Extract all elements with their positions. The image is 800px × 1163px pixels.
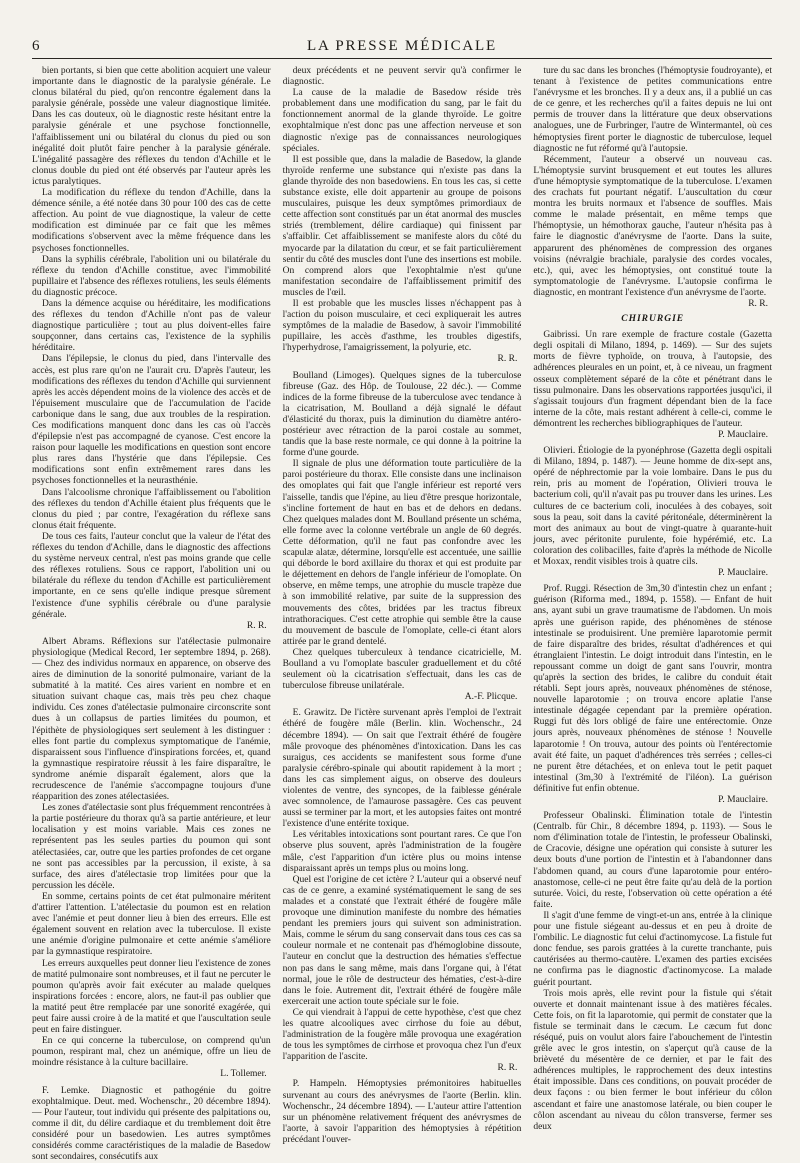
author-signature: R. R. bbox=[497, 1063, 518, 1074]
article-lead-paragraph: Gaibrissi. Un rare exemple de fracture costale (Gazetta degli ospitali di Milano, 1894, p. 1469). — Sur des sujets morts de fièvre typhoïde, on trouva, à l'autopsie, des adhérences pleurales en un point, et, à ce niveau, un fragment osseux complètement séparé de la côte et pénétrant dans le tissu pulmonaire. Dans les observations rapportées jusqu'ici, il s'agissait toujours d'un fragment dépendant bien de la face interne de la côte, mais restant adhérent à celle-ci, comme le démontrent les recherches bibliographiques de l'auteur. bbox=[533, 330, 773, 429]
author-signature: P. Mauclaire. bbox=[718, 795, 769, 805]
article-lead-paragraph: Boulland (Limoges). Quelques signes de la tuberculose fibreuse (Gaz. des Hôp. de Toulouse, 22 déc.). — Comme indices de la forme fibreuse de la tuberculose avec tendance à la cicatrisation, M. Boulland a déjà signalé le défaut d'élasticité du thorax, puis la diminution du diamètre antéro-postérieur avec rétraction de la paroi costale au sommet, tandis que la base reste normale, ce qui donne à la poitrine la forme d'une gourde. bbox=[282, 370, 522, 459]
paragraph: Récemment, l'auteur a observé un nouveau cas. L'hémoptysie survint brusquement et eut toutes les allures d'une hémoptysie symptomatique de la tuberculose. L'examen des crachats fut pourtant négatif. L'auscultation du cœur montra les bruits normaux et l'absence de souffles. Mais comme le malade présentait, en même temps que l'hémoptysie, un hémothorax gauche, l'auteur n'hésita pas à faire le diagnostic d'anévrysme de l'aorte. Dans la suite, apparurent des phénomènes de compression des organes voisins (névralgie brachiale, paralysie des cordes vocales, etc.), qui, avec les hémoptysies, ont constitué toute la symptomatologie de l'anévrysme. L'autopsie confirma le diagnostic, en montrant l'existence d'un anévrysme de l'aorte. bbox=[533, 154, 773, 298]
author-signature: R. R. bbox=[497, 354, 518, 365]
paragraph: bien portants, si bien que cette abolition acquiert une valeur importante dans le diagnostic de la paralysie générale. Le clonus bilatéral du pied, qu'on rencontre également dans la paralysie générale, possède une valeur diagnostique limitée. Dans les cas douteux, où le diagnostic reste hésitant entre la paralysie générale et une psychose fonctionnelle, l'affaiblissement uni ou bilatéral du clonus du pied ou son inégalité doit plutôt faire pencher à la paralysie générale. L'inégalité passagère des réflexes du tendon d'Achille et le clonus double du pied ont été observés par l'auteur après les ictus paralytiques. bbox=[32, 66, 271, 187]
paragraph: Il signale de plus une déformation toute particulière de la paroi postérieure du thorax. Elle consiste dans une inclinaison des omoplates qui fait que l'angle inférieur est reporté vers l'aisselle, tandis que l'épine, au lieu d'être presque horizontale, s'incline fortement de haut en bas et de dehors en dedans. Chez quelques malades dont M. Boulland présente un schéma, elle forme avec la colonne vertébrale un angle de 60 degrés. Cette déformation, qu'il ne faut pas confondre avec les scapulæ alatæ, détermine, lorsqu'elle est accentuée, une saillie qui déborde le bord axillaire du thorax et qui est produite par le déjettement en dehors de l'angle inférieur de l'omoplate. On observe, en même temps, une atrophie du muscle trapèze due à son immobilité relative, par suite de la suppression des mouvements des côtes, bridées par les tractus fibreux intrathoraciques. C'est cette atrophie qui semble être la cause du mouvement de bascule de l'omoplate, celle-ci étant alors attirée par le grand dentelé. bbox=[282, 459, 522, 647]
page-number: 6 bbox=[32, 38, 40, 54]
article-lead-paragraph: E. Grawitz. De l'ictère survenant après l'emploi de l'extrait éthéré de fougère mâle (Berlin. klin. Wochenschr., 24 décembre 1894). — On sait que l'extrait éthéré de fougère mâle provoque des phénomènes d'intoxication. Dans les cas suraigus, ces accidents se manifestent sous forme d'une paralysie cérébro-spinale qui aboutit rapidement à la mort ; dans les cas simplement aigus, on observe des douleurs violentes de ventre, des syncopes, de la faiblesse générale avec somnolence, de l'amaurose passagère. Ces cas peuvent aussi se terminer par la mort, et les autopsies faites ont montré l'existence d'une entérite toxique. bbox=[282, 708, 522, 830]
page-header bbox=[32, 36, 772, 59]
paragraph: En ce qui concerne la tuberculose, on comprend qu'un poumon, respirant mal, chez un anémique, offre un lieu de moindre résistance à la culture bacillaire. bbox=[32, 1036, 271, 1069]
paragraph: Ce qui viendrait à l'appui de cette hypothèse, c'est que chez les quatre alcooliques avec cirrhose du foie au début, l'administration de la fougère mâle provoqua une exagération de tous les symptômes de cirrhose et provoqua chez l'un d'eux l'apparition de l'ascite. bbox=[282, 1007, 522, 1063]
author-signature: R. R. bbox=[748, 298, 769, 309]
paragraph: Les véritables intoxications sont pourtant rares. Ce que l'on observe plus souvent, après l'administration de la fougère mâle, c'est l'apparition d'un ictère plus ou moins intense disparaissant après un temps plus ou moins long. bbox=[282, 830, 522, 874]
column-right bbox=[533, 66, 773, 1132]
author-signature: P. Mauclaire. bbox=[718, 568, 769, 579]
article-lead-paragraph: Albert Abrams. Réflexions sur l'atélectasie pulmonaire physiologique (Medical Record, 1er septembre 1894, p. 268). — Chez des individus normaux en apparence, on observe des aires de diminution de la sonorité pulmonaire, variant de la submatité à la matité. Ces aires varient en nombre et en situation suivant chaque cas, mais très peu chez chaque individu. Ces zones d'atélectasie pulmonaire circonscrite sont dues à un collapsus de parties limitées du poumon, et l'épithète de physiologiques sert seulement à les distinguer : elles font partie du complexus symptomatique de l'anémie, disparaissent sous l'influence d'inspirations forcées, et, quand la gymnastique respiratoire réussit à les faire disparaître, le syndrome anémie disparaît également, alors que la recrudescence de l'anémie s'accompagne toujours d'une réapparition des zones atélectasiées. bbox=[32, 636, 271, 803]
paragraph: Chez quelques tuberculeux à tendance cicatricielle, M. Boulland a vu l'omoplate basculer graduellement et du côté seulement où la cicatrisation s'effectuait, dans les cas de tuberculose fibreuse unilatérale. bbox=[282, 647, 522, 692]
paragraph: Dans la syphilis cérébrale, l'abolition uni ou bilatérale du réflexe du tendon d'Achille constitue, avec l'immobilité pupillaire et l'absence des réflexes rotuliens, les seuls éléments du diagnostic précoce. bbox=[32, 254, 271, 298]
article-lead-paragraph: P. Hampeln. Hémoptysies prémonitoires habituelles survenant au cours des anévrysmes de l'aorte (Berlin. klin. Wochenschr., 24 décembre 1894). — L'auteur attire l'attention sur un phénomène relativement fréquent des anévrysmes de l'aorte, à savoir l'apparition des hémoptysies à répétition précédant l'ouver- bbox=[282, 1079, 522, 1145]
paragraph: ture du sac dans les bronches (l'hémoptysie foudroyante), et tenant à l'existence de petites communications entre l'anévrysme et les bronches. Il y a deux ans, il a publié un cas de ce genre, et les recherches qu'il a faites depuis ne lui ont permis de trouver dans la littérature que deux observations analogues, une de Furbringer, l'autre de Wintermantel, où ces hémoptysies firent porter le diagnostic de tuberculose, lequel diagnostic ne fut réformé qu'à l'autopsie. bbox=[533, 66, 773, 154]
paragraph: De tous ces faits, l'auteur conclut que la valeur de l'état des réflexes du tendon d'Achille, dans le diagnostic des affections du système nerveux central, n'est pas moins grande que celle des réflexes rotuliens. Sous ce rapport, l'abolition uni ou bilatérale du réflexe du tendon d'Achille est particulièrement importante, en ce sens qu'elle indique presque sûrement l'existence d'une syphilis cérébrale ou d'une paralysie générale. bbox=[32, 531, 271, 620]
author-signature: A.-F. Plicque. bbox=[464, 692, 518, 703]
paragraph: Les erreurs auxquelles peut donner lieu l'existence de zones de matité pulmonaire sont nombreuses, et il faut ne percuter le poumon qu'après avoir fait exécuter au malade quelques inspirations forcées : encore, alors, ne faut-il pas oublier que la matité peut être remplacée par une sonorité exagérée, qui peut faire aussi croire à de la matité et que l'auscultation seule peut en faire distinguer. bbox=[32, 958, 271, 1036]
article-lead-paragraph: Olivieri. Étiologie de la pyonéphrose (Gazetta degli ospitali di Milano, 1894, p. 1487). — Jeune homme de dix-sept ans, opéré de néphrectomie par la voie lombaire. Dans le pus du rein, pris au moment de l'opération, Olivieri trouva le bacterium coli, qu'il n'avait pas pu trouver dans les urines. Les cultures de ce bacterium coli, inoculées à des cobayes, soit sous la peau, soit dans la cavité péritonéale, déterminèrent la mort des animaux au bout de vingt-quatre à quarante-huit jours, avec péritonite purulente, foie hypérémié, etc. La coloration des colibacilles, faite d'après la méthode de Nicolle et Moxax, rendit visibles trois à quatre cils. bbox=[533, 446, 773, 568]
section-heading: CHIRURGIE bbox=[621, 314, 685, 325]
paragraph: Dans la démence acquise ou héréditaire, les modifications des réflexes du tendon d'Achille n'ont pas de valeur diagnostique particulière ; tout au plus doivent-elles faire soupçonner, dans certains cas, l'existence de la syphilis héréditaire. bbox=[32, 298, 271, 354]
paragraph: Quel est l'origine de cet ictère ? L'auteur qui a observé neuf cas de ce genre, a examiné systématiquement le sang de ses malades et a constaté que l'extrait éthéré de fougère mâle provoque une diminution manifeste du nombre des hématies pendant les premiers jours qui suivent son administration. Mais, comme le sérum du sang conservait dans tous ces cas sa couleur normale et ne contenait pas d'hémoglobine dissoute, l'auteur en conclut que la destruction des hématies s'effectue non pas dans le sang même, mais dans l'organe qui, à l'état normal, joue le rôle de destructeur des hématies, c'est-à-dire dans le foie. Autrement dit, l'extrait éthéré de fougère mâle exercerait une action toute spéciale sur le foie. bbox=[282, 874, 522, 1007]
column-left bbox=[32, 66, 271, 1163]
column-middle bbox=[282, 66, 522, 1145]
paragraph: Il s'agit d'une femme de vingt-et-un ans, entrée à la clinique pour une fistule siégeant au-dessus et en peu à droite de l'ombilic. Le diagnostic fut celui d'actinomycose. La fistule fut donc fendue, ses parois grattées à la curette tranchante, puis cautérisées au thermo-cautère. L'examen des parties excisées ne confirma pas le diagnostic d'actinomycose. La malade guérit pourtant. bbox=[533, 910, 773, 988]
paragraph: Les zones d'atélectasie sont plus fréquemment rencontrées à la partie postérieure du thorax qu'à sa partie antérieure, et leur localisation y est moins variable. Mais ces zones ne représentent pas les seules parties du poumon qui sont atélectasiées, car, outre que les parties profondes de cet organe ne sont pas accessibles par la percussion, il existe, à sa surface, des aires d'atélectasie trop limitées pour que la percussion les décèle. bbox=[32, 803, 271, 891]
journal-title: LA PRESSE MÉDICALE bbox=[307, 38, 497, 54]
author-signature: R. R. bbox=[246, 620, 267, 631]
paragraph: Il est probable que les muscles lisses n'échappent pas à l'action du poison musculaire, et ceci expliquerait les autres symptômes de la maladie de Basedow, à savoir l'immobilité pupillaire, les accès d'asthme, les troubles digestifs, l'hyperhydrose, l'amaigrissement, la polyurie, etc. bbox=[282, 298, 522, 354]
paragraph: Trois mois après, elle revint pour la fistule qui s'était ouverte et donnait maintenant issue à des matières fécales. Cette fois, on fit la laparotomie, qui permit de constater que la fistule se terminait dans le cæcum. Le cæcum fut donc réséqué, puis on voulut alors faire l'abouchement de l'intestin grêle avec le gros intestin, on s'aperçut qu'à cause de la brièveté du mésentère de ce dernier, et par le fait des adhérences multiples, le rapprochement des deux intestins était impossible. Dans ces conditions, on pouvait procéder de deux façons : ou bien fermer le bout inférieur du côlon ascendant et faire une anastomose latérale, ou bien couper le côlon ascendant au niveau du côlon transverse, fermer ses deux bbox=[533, 988, 773, 1132]
paragraph: Dans l'alcoolisme chronique l'affaiblissement ou l'abolition des réflexes du tendon d'Achille étaient plus fréquents que le clonus du pied ; par contre, l'exagération du réflexe sans clonus était fréquente. bbox=[32, 487, 271, 531]
paragraph: La modification du réflexe du tendon d'Achille, dans la démence sénile, a été notée dans 30 pour 100 des cas de cette affection. Au point de vue diagnostique, la valeur de cette modification est diminuée par ce fait que les mêmes modifications s'observent avec la même fréquence dans les psychoses fonctionnelles. bbox=[32, 188, 271, 254]
article-lead-paragraph: Professeur Obalinski. Élimination totale de l'intestin (Centralb. für Chir., 8 décembre 1894, p. 1193). — Sous le nom d'élimination totale de l'intestin, le professeur Obalinski, de Cracovie, désigne une opération qui consiste à suturer les deux bouts d'une portion de l'intestin et à l'abandonner dans l'abdomen quand, au cours d'une laparotomie pour entéro-anastomose, celle-ci ne peut être faite qu'au delà de la portion suturée. Voici, du reste, l'observation où cette opération a été faite. bbox=[533, 811, 773, 910]
text-columns bbox=[32, 66, 773, 1163]
article-lead-paragraph: Prof. Ruggi. Résection de 3m,30 d'intestin chez un enfant ; guérison (Riforma med., 1894, p. 1558). — Enfant de huit ans, ayant subi un grave traumatisme de l'abdomen. Un mois après une guérison rapide, des phénomènes de sténose intestinale se produisirent. Une première laparotomie permit de faire disparaître des brides, résultat d'adhérences et qui étranglaient l'intestin. Le doigt introduit dans l'intestin, en le repoussant comme un doigt de gant sans l'ouvrir, montra qu'après la section des brides, le calibre du conduit était rétabli. Sept jours après, nouveaux phénomènes de sténose, nouvelle laparotomie ; on trouva encore aplatie l'anse intestinale dégagée cependant par la première opération. Ruggi fut dès lors obligé de faire une entérectomie. Onze jours après, nouveaux phénomènes de sténose ! Nouvelle laparotomie ! On trouva, autour des points où l'entérectomie avait été faite, un paquet d'adhérences très serrées ; celles-ci ne purent être détachées, et on enleva tout le petit paquet intestinal (3m,30 à l'extrémité de l'iléon). La guérison définitive fut enfin obtenue. bbox=[533, 584, 773, 794]
author-signature: P. Mauclaire. bbox=[718, 430, 769, 440]
author-signature: L. Tollemer. bbox=[220, 1069, 267, 1080]
paragraph: La cause de la maladie de Basedow réside très probablement dans une modification du sang, par le fait du fonctionnement anormal de la glande thyroïde. Le goitre exophtalmique n'est donc pas une affection nerveuse et son diagnostic n'exige pas de connaissances neurologiques spéciales. bbox=[282, 88, 522, 154]
paragraph: En somme, certains points de cet état pulmonaire méritent d'attirer l'attention. L'atélectasie du poumon est en relation avec l'anémie et peut donner lieu à bien des erreurs. Elle est également souvent en relation avec la tuberculose. Il existe une anémie d'origine pulmonaire et cette anémie s'améliore par la gymnastique respiratoire. bbox=[32, 891, 271, 958]
paragraph: deux précédents et ne peuvent servir qu'à confirmer le diagnostic. bbox=[282, 66, 522, 88]
article-lead-paragraph: F. Lemke. Diagnostic et pathogénie du goitre exophtalmique. Deut. med. Wochenschr., 20 décembre 1894). — Pour l'auteur, tout individu qui présente des palpitations ou, comme il dit, du délire cardiaque et du tremblement doit être considéré pour un basedowien. Les autres symptômes considérés comme caractéristiques de la maladie de Basedow sont secondaires, consécutifs aux bbox=[32, 1085, 271, 1163]
paragraph: Il est possible que, dans la maladie de Basedow, la glande thyroïde renferme une substance qui n'existe pas dans la glande thyroïde des non basedowiens. En tous les cas, si cette substance existe, elle doit appartenir au groupe de poisons musculaires, puisque les deux symptômes primordiaux de cette affection sont constitués par un état anormal des muscles striés (tremblement, délire cardiaque) qui finissent par s'affaiblir. Cet affaiblissement se manifeste alors du côté du myocarde par la dilatation du cœur, et se fait particulièrement sentir du côté des muscles dont l'une des insertions est mobile. On comprend alors que l'exophtalmie n'est qu'une manifestation secondaire de l'affaiblissement primitif des muscles de l'œil. bbox=[282, 154, 522, 298]
paragraph: Dans l'épilepsie, le clonus du pied, dans l'intervalle des accès, est plus rare qu'on ne l'aurait cru. D'après l'auteur, les modifications des réflexes du tendon d'Achille qui surviennent après les accès dépendent moins de la violence des accès et de l'épuisement musculaire que de l'accumulation de l'acide carbonique dans le sang, due aux troubles de la respiration. Ces modifications manquent donc dans les cas où l'accès d'épilepsie n'est pas accompagné de cyanose. C'est encore la raison pour laquelle les modifications en question sont encore plus rares dans l'hystérie que dans l'épilepsie. Ces modifications sont enfin extrêmement rares dans les psychoses fonctionnelles et la neurasthénie. bbox=[32, 354, 271, 487]
